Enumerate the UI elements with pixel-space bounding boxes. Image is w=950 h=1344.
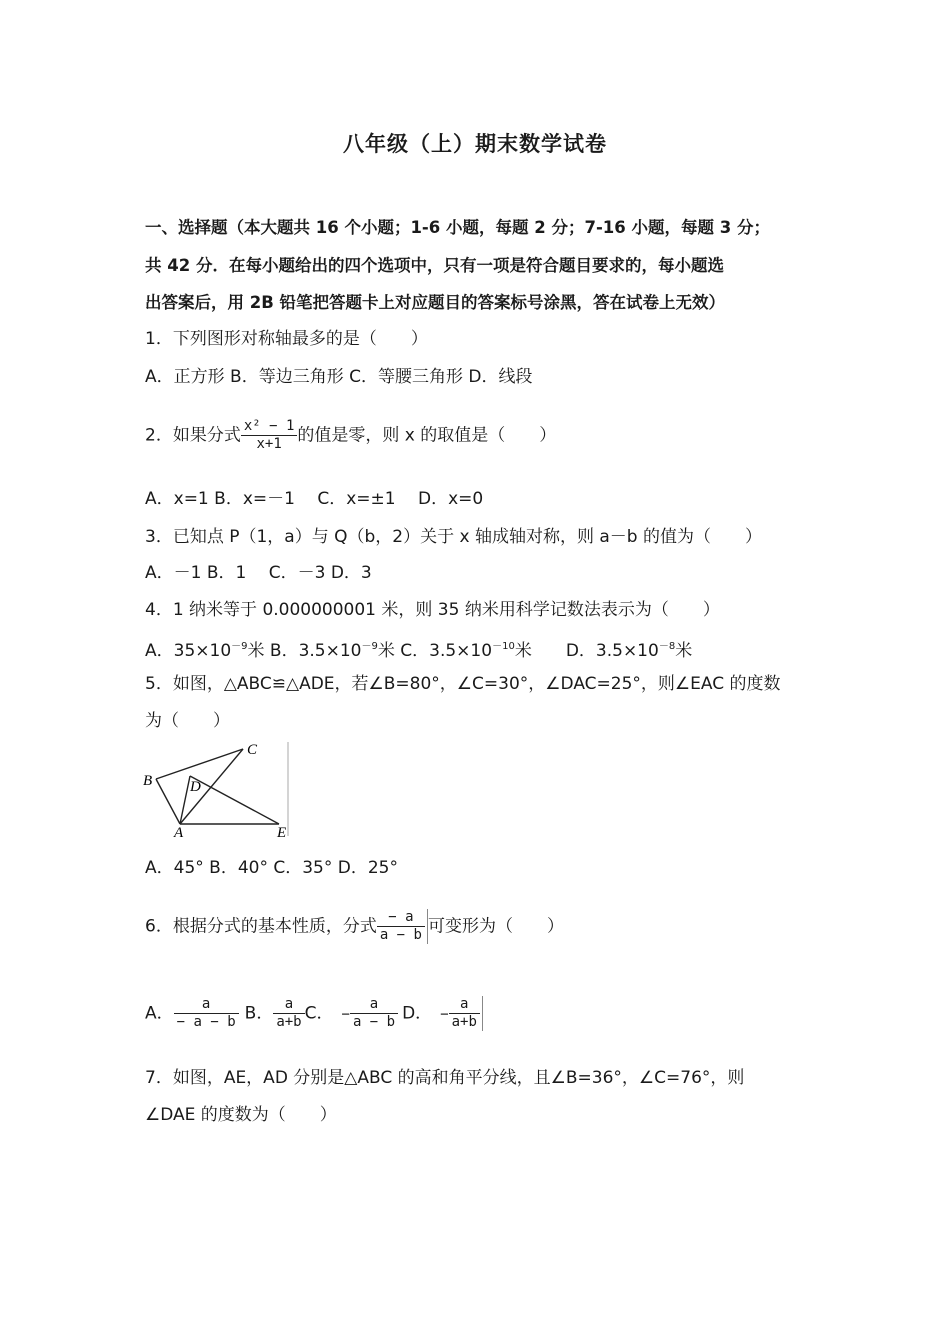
- q6-fraction-denominator: a − b: [379, 927, 422, 943]
- q6-fraction-numerator: − a: [388, 909, 414, 925]
- q6-option-c-label: C．: [304, 1003, 334, 1024]
- q5-triangle-figure: [140, 740, 295, 838]
- section-header-line-1: 一、选择题（本大题共 16 个小题；1-6 小题，每题 2 分；7-16 小题，每题 3 分；: [145, 218, 770, 237]
- label-c: C: [247, 742, 258, 758]
- q4-option-d: D．$3.5\times 10^{-8}$米: [565, 641, 693, 661]
- q4-options: [145, 636, 692, 662]
- q6-option-c-sign: −: [341, 1006, 350, 1023]
- section-header-line-2: 共 42 分．在每小题给出的四个选项中，只有一项是符合题目要求的，每小题选: [145, 256, 724, 275]
- q7-stem-line-1: 7．如图，AE，AD 分别是△ABC 的高和角平分线，且∠B=36°，∠C=76°，则: [145, 1068, 745, 1088]
- label-b: B: [143, 773, 153, 789]
- segment-de: [190, 776, 279, 824]
- q2-stem: [145, 418, 556, 453]
- q3-stem: 3．已知点 P（1，a）与 Q（b，2）关于 x 轴成轴对称，则 a－b 的值为（ ）: [145, 527, 762, 547]
- q4-stem: 4．1 纳米等于 0.000000001 米，则 35 纳米用科学记数法表示为（ ）: [145, 600, 720, 620]
- q6-stem: [145, 909, 564, 944]
- q2-suffix: 的值是零，则 x 的取值是（ ）: [297, 425, 557, 446]
- q5-stem-line-2: 为（ ）: [145, 711, 230, 731]
- q2-fraction-denominator: x+1: [256, 436, 282, 452]
- q6-option-b-label: B．: [244, 1003, 274, 1024]
- q4-option-a: A．$35\times 10^{-9}$米: [145, 641, 270, 661]
- q2-options: A．x=1 B．x=－1 C．x=±1 D．x=0: [145, 489, 484, 509]
- q6-option-a-fraction: $\frac{a}{- a - b}$: [174, 996, 239, 1031]
- q4-option-c: C．$3.5\times 10^{-10}$米: [400, 641, 566, 661]
- q6-fraction: [377, 909, 428, 944]
- q6-option-c-fraction: $\frac{a}{a - b}$: [350, 996, 398, 1031]
- q7-stem-line-2: ∠DAE 的度数为（ ）: [145, 1105, 337, 1125]
- q6-option-a-label: A．: [145, 1003, 174, 1024]
- segment-ad: [180, 776, 190, 824]
- q6-suffix: 可变形为（ ）: [427, 916, 564, 937]
- q5-stem-line-1: 5．如图，△ABC≌△ADE，若∠B=80°，∠C=30°，∠DAC=25°，则∠EAC 的度数: [145, 674, 781, 694]
- label-a: A: [174, 825, 184, 838]
- q3-options: A．－1 B．1 C．－3 D．3: [145, 563, 372, 583]
- q1-stem: 1．下列图形对称轴最多的是（ ）: [145, 329, 428, 349]
- section-header-line-3: 出答案后，用 2B 铅笔把答题卡上对应题目的答案标号涂黑，答在试卷上无效）: [145, 293, 726, 312]
- segment-ab: [156, 779, 180, 824]
- q6-option-d-sign: −: [440, 1006, 449, 1023]
- q6-prefix: 6．根据分式的基本性质，分式: [145, 916, 377, 937]
- q1-options: A．正方形 B．等边三角形 C．等腰三角形 D．线段: [145, 367, 533, 387]
- q2-fraction-numerator: x² − 1: [243, 418, 295, 434]
- q6-option-b-fraction: $\frac{a}{a+b}$: [273, 996, 304, 1031]
- q5-options: A．45° B．40° C．35° D．25°: [145, 858, 398, 878]
- label-e: E: [277, 825, 287, 838]
- q2-prefix: 2．如果分式: [145, 425, 241, 446]
- q2-fraction: [241, 418, 298, 453]
- label-d: D: [190, 779, 201, 795]
- q6-option-d-fraction: $\frac{a}{a+b}$: [449, 996, 483, 1031]
- q4-option-b: B．$3.5\times 10^{-9}$米: [269, 641, 401, 661]
- q6-option-d-label: D．: [402, 1003, 433, 1024]
- q6-options: [145, 996, 483, 1031]
- page-title: 八年级（上）期末数学试卷: [343, 132, 607, 156]
